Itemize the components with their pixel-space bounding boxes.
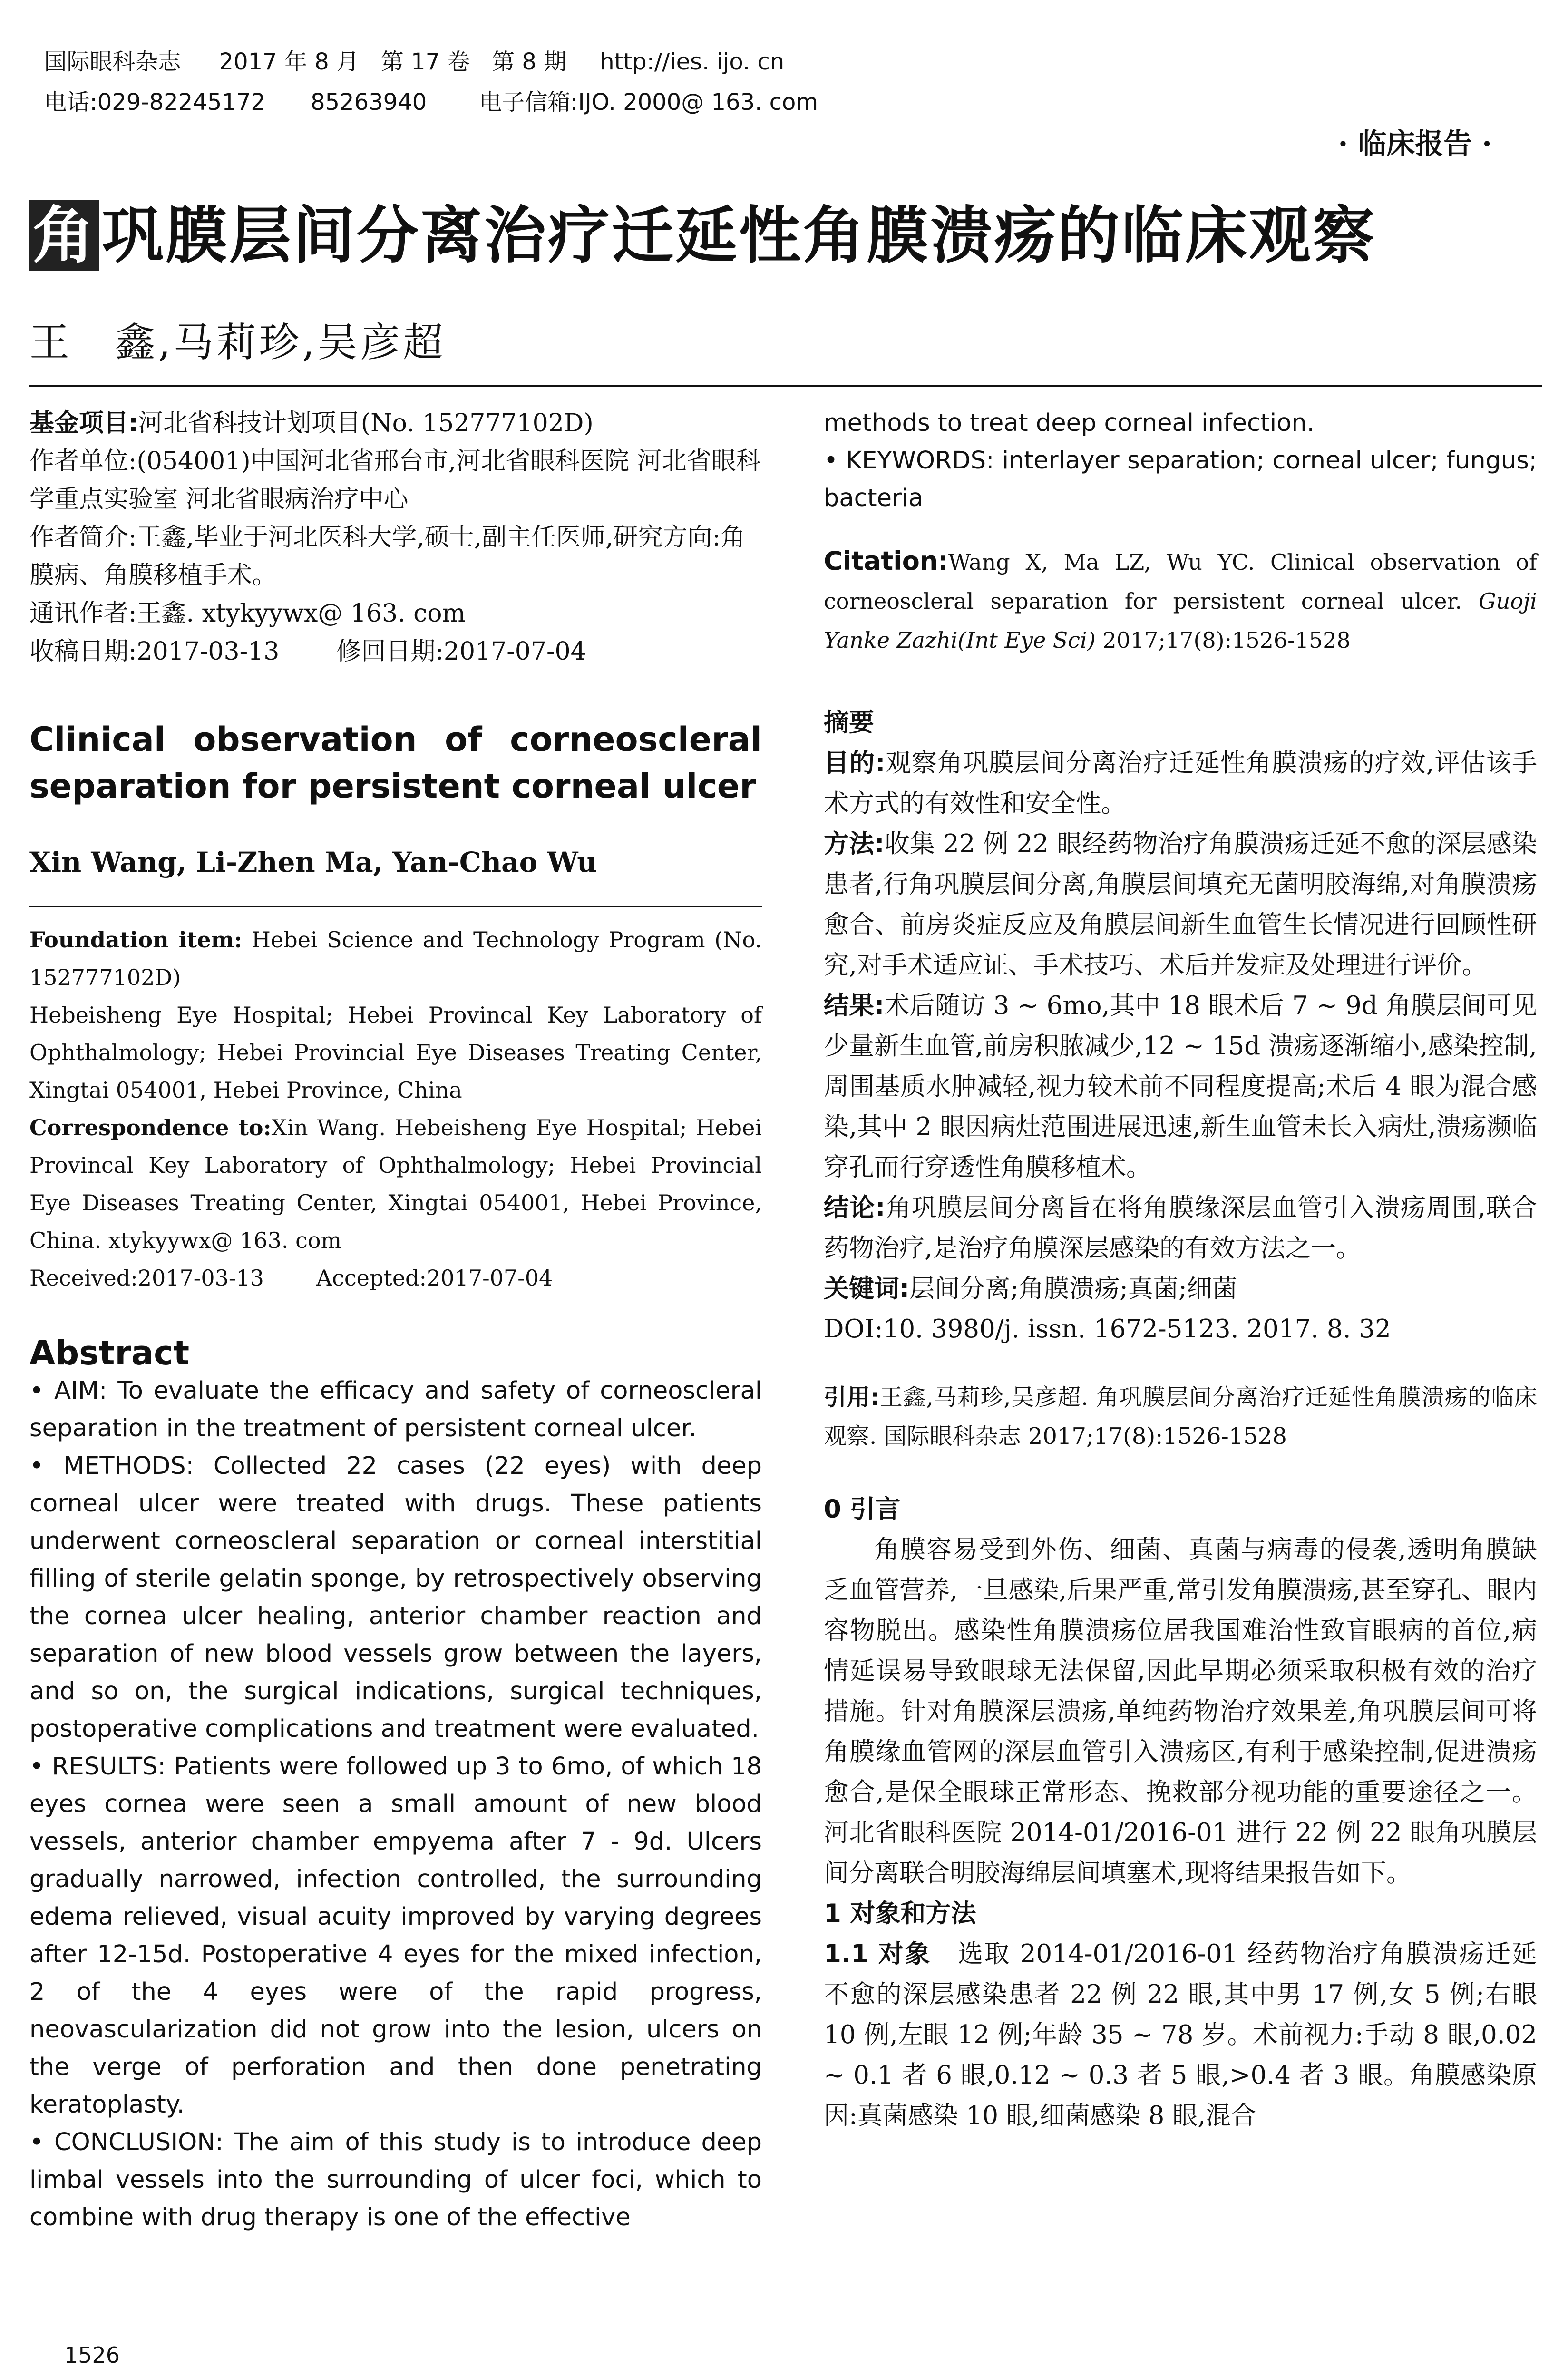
fund-text: 河北省科技计划项目(No. 152777102D) [138, 409, 594, 438]
foundation-label: Foundation item: [29, 927, 243, 953]
title-first-char: 角 [29, 200, 99, 271]
cn-cite: 王鑫,马莉珍,吴彦超. 角巩膜层间分离治疗迁延性角膜溃疡的临床观察. 国际眼科杂志 2017;17(8):1526-1528 [824, 1384, 1537, 1450]
cn-keywords: 层间分离;角膜溃疡;真菌;细菌 [909, 1274, 1237, 1303]
english-title: Clinical observation of corneoscleral separation for persistent corneal ulcer [29, 720, 762, 806]
cn-results-label: 结果: [824, 991, 885, 1020]
section1-heading: 1 对象和方法 [824, 1899, 976, 1928]
title-divider [29, 385, 1542, 387]
unit-label: 作者单位: [29, 447, 137, 476]
journal-name: 国际眼科杂志 [44, 49, 181, 75]
cn-aim-label: 目的: [824, 749, 886, 778]
section-label: · 临床报告 · [1338, 127, 1492, 161]
english-info [29, 921, 762, 1297]
cn-methods: 收集 22 例 22 眼经药物治疗角膜溃疡迁延不愈的深层感染患者,行角巩膜层间分离,角膜层间填充无菌明胶海绵,对角膜溃疡愈合、前房炎症反应及角膜层间新生血管生长情况进行回顾性研究,对手术适应证、手术技巧、术后并发症及处理进行评价。 [824, 829, 1537, 980]
en-received: Received:2017-03-13 [29, 1265, 264, 1291]
english-authors: Xin Wang, Li-Zhen Ma, Yan-Chao Wu [29, 846, 597, 878]
cn-methods-label: 方法: [824, 829, 885, 858]
abstract-methods: • METHODS: Collected 22 cases (22 eyes) with deep corneal ulcer were treated with drugs. These patients underwent corneoscleral separation or corneal interstitial filling of sterile gelatin sponge, by retrospectively observing the cornea ulcer healing, anterior chamber reaction and separation of new blood vessels grow between the layers, and so on, the surgical indications, surgical techniques, postoperative complications and treatment were evaluated. [29, 1452, 762, 1743]
author-meta [29, 404, 762, 671]
correspondence-label: Correspondence to: [29, 1115, 272, 1140]
abstract-results: • RESULTS: Patients were followed up 3 to 6mo, of which 18 eyes cornea were seen a small amount of new blood vessels, anterior chamber empyema after 7 - 9d. Ulcers gradually narrowed, infection controlled, the surrounding edema relieved, visual acuity improved by varying degrees after 12-15d. Postoperative 4 eyes for the mixed infection, 2 of the 4 eyes were of the rapid progress, neovascularization did not grow into the lesion, ulcers on the verge of perforation and then done penetrating keratoplasty. [29, 1753, 762, 2119]
citation-tail: 2017;17(8):1526-1528 [1102, 627, 1351, 653]
foundation-text: Hebei Science and Technology Program (No. 152777102D) [29, 927, 762, 990]
abstract-conclusion: • CONCLUSION: The aim of this study is to introduce deep limbal vessels into the surrounding of ulcer foci, which to combine with drug therapy is one of the effective [29, 2128, 762, 2231]
en-accepted: Accepted:2017-07-04 [316, 1265, 553, 1291]
page-number: 1526 [64, 2342, 120, 2368]
left-column [29, 404, 762, 2236]
corr-label: 通讯作者: [29, 599, 137, 628]
journal-email: 电子信箱:IJO. 2000@ 163. com [479, 89, 818, 116]
citation [824, 542, 1537, 660]
cn-abstract-heading: 摘要 [824, 708, 874, 737]
revised-date: 修回日期:2017-07-04 [336, 637, 586, 666]
unit-text: (054001)中国河北省邢台市,河北省眼科医院 河北省眼科学重点实验室 河北省眼病治疗中心 [29, 447, 761, 514]
authors-cn: 王 鑫,马莉珍,吴彦超 [29, 319, 446, 366]
cn-results: 术后随访 3 ~ 6mo,其中 18 眼术后 7 ~ 9d 角膜层间可见少量新生血管,前房积脓减少,12 ~ 15d 溃疡逐渐缩小,感染控制,周围基质水肿减轻,视力较术前不同程度提高;术后 4 眼为混合感染,其中 2 眼因病灶范围进展迅速,新生血管未长入病灶,溃疡濒临穿孔而行穿透性角膜移植术。 [824, 991, 1537, 1182]
abstract-aim: • AIM: To evaluate the efficacy and safety of corneoscleral separation in the treatment of persistent corneal ulcer. [29, 1377, 762, 1442]
cn-conclusion: 角巩膜层间分离旨在将角膜缘深层血管引入溃疡周围,联合药物治疗,是治疗角膜深层感染的有效方法之一。 [824, 1193, 1537, 1263]
journal-header-line2 [29, 59, 818, 117]
citation-journal: Guoji Yanke Zazhi(Int Eye Sci) [824, 588, 1537, 653]
abstract-heading: Abstract [29, 1334, 190, 1373]
journal-phone2: 85263940 [310, 89, 427, 116]
abstract-keywords: • KEYWORDS: interlayer separation; corneal ulcer; fungus; bacteria [824, 447, 1537, 512]
bio-text: 王鑫,毕业于河北医科大学,硕士,副主任医师,研究方向:角膜病、角膜移植手术。 [29, 523, 746, 590]
bio-label: 作者简介: [29, 523, 137, 552]
article-title [29, 200, 1376, 271]
fund-label: 基金项目: [29, 409, 138, 438]
correspondence-text: Xin Wang. Hebeisheng Eye Hospital; Hebei Provincal Key Laboratory of Ophthalmology; Hebei Provincial Eye Diseases Treating Center, Xingtai 054001, Hebei Province, China. xtykyywx@ 163. com [29, 1115, 762, 1253]
abstract-conclusion-cont: methods to treat deep corneal infection. [824, 409, 1315, 437]
section11-label: 1.1 对象 [824, 1939, 932, 1968]
citation-text: Wang X, Ma LZ, Wu YC. Clinical observation of corneoscleral separation for persistent corneal ulcer. [824, 549, 1537, 614]
intro-paragraph: 角膜容易受到外伤、细菌、真菌与病毒的侵袭,透明角膜缺乏血管营养,一旦感染,后果严重,常引发角膜溃疡,甚至穿孔、眼内容物脱出。感染性角膜溃疡位居我国难治性致盲眼病的首位,病情延误易导致眼球无法保留,因此早期必须采取积极有效的治疗措施。针对角膜深层溃疡,单纯药物治疗效果差,角巩膜层间可将角膜缘血管网的深层血管引入溃疡区,有利于感染控制,促进溃疡愈合,是保全眼球正常形态、挽救部分视功能的重要途径之一。河北省眼科医院 2014-01/2016-01 进行 22 例 22 眼角巩膜层间分离联合明胶海绵层间填塞术,现将结果报告如下。 [824, 1535, 1537, 1888]
journal-phone: 电话:029-82245172 [44, 89, 265, 116]
cn-aim: 观察角巩膜层间分离治疗迁延性角膜溃疡的疗效,评估该手术方式的有效性和安全性。 [824, 749, 1537, 818]
journal-url[interactable]: http://ies. ijo. cn [600, 49, 785, 75]
cn-conclusion-label: 结论: [824, 1193, 886, 1222]
english-abstract-cont [824, 404, 1537, 517]
right-column [824, 404, 1537, 2136]
issue-info: 2017 年 8 月 第 17 卷 第 8 期 [219, 49, 567, 75]
authors-divider [29, 906, 762, 907]
cn-keywords-label: 关键词: [824, 1274, 910, 1303]
corr-text: 王鑫. xtykyywx@ 163. com [136, 599, 466, 628]
intro-heading: 0 引言 [824, 1495, 901, 1524]
cn-cite-label: 引用: [824, 1384, 879, 1411]
affiliation: Hebeisheng Eye Hospital; Hebei Provincal Key Laboratory of Ophthalmology; Hebei Provincial Eye Diseases Treating Center, Xingtai 054001, Hebei Province, China [29, 1002, 762, 1103]
chinese-abstract [824, 702, 1537, 2136]
citation-label: Citation: [824, 546, 948, 576]
doi: DOI:10. 3980/j. issn. 1672-5123. 2017. 8. 32 [824, 1315, 1391, 1344]
received-date: 收稿日期:2017-03-13 [29, 637, 280, 666]
english-abstract [29, 1372, 762, 2236]
section11-text: 选取 2014-01/2016-01 经药物治疗角膜溃疡迁延不愈的深层感染患者 22 例 22 眼,其中男 17 例,女 5 例;右眼 10 例,左眼 12 例;年龄 35 ~ 78 岁。术前视力:手动 8 眼,0.02 ~ 0.1 者 6 眼,0.12 ~ 0.3 者 5 眼,>0.4 者 3 眼。角膜感染原因:真菌感染 10 眼,细菌感染 8 眼,混合 [824, 1939, 1538, 2130]
title-rest: 巩膜层间分离治疗迁延性角膜溃疡的临床观察 [102, 199, 1377, 272]
